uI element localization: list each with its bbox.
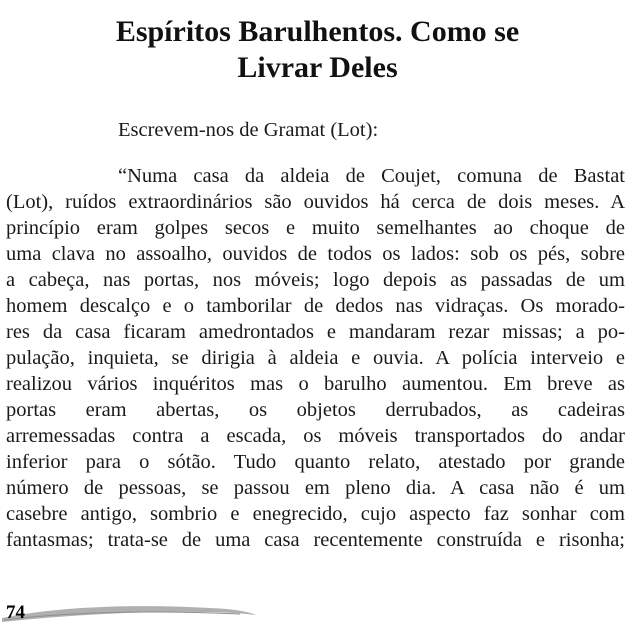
body-line: casebre antigo, sombrio e enegrecido, cujo aspecto faz sonhar com	[6, 503, 625, 525]
body-line: res da casa ficaram amedrontados e mandaram rezar missas; a po-	[6, 321, 625, 343]
body-line: realizou vários inquéritos mas o barulho aumentou. Em breve as	[6, 373, 625, 395]
body-line: “Numa casa da aldeia de Coujet, comuna de Bastat	[118, 165, 625, 187]
chapter-title	[0, 14, 635, 86]
body-line: portas eram abertas, os objetos derrubados, as cadeiras	[6, 399, 625, 421]
body-line: a cabeça, nas portas, nos móveis; logo depois as passadas de um	[6, 269, 625, 291]
chapter-title-line-1: Espíritos Barulhentos. Como se	[115, 15, 520, 48]
body-line: princípio eram golpes secos e muito semelhantes ao choque de	[6, 217, 625, 239]
body-line: inferior para o sótão. Tudo quanto relato, atestado por grande	[6, 451, 625, 473]
body-paragraph	[6, 163, 625, 553]
body-line: arremessadas contra a escada, os móveis transportados do andar	[6, 425, 625, 447]
body-line: fantasmas; trata-se de uma casa recentemente construída e risonha;	[6, 529, 625, 551]
chapter-title-line-2: Livrar Deles	[237, 51, 398, 84]
intro-line: Escrevem-nos de Gramat (Lot):	[118, 119, 379, 141]
body-line: número de pessoas, se passou em pleno dia. A casa não é um	[6, 477, 625, 499]
page-number: 74	[6, 602, 25, 623]
body-line: pulação, inquieta, se dirigia à aldeia e ouvia. A polícia interveio e	[6, 347, 625, 369]
body-line: homem descalço e o tamborilar de dedos nas vidraças. Os morado-	[6, 295, 625, 317]
decorative-swoosh-icon	[0, 596, 260, 630]
body-line: (Lot), ruídos extraordinários são ouvidos há cerca de dois meses. A	[6, 191, 625, 213]
body-line: uma clava no assoalho, ouvidos de todos os lados: sob os pés, sobre	[6, 243, 625, 265]
